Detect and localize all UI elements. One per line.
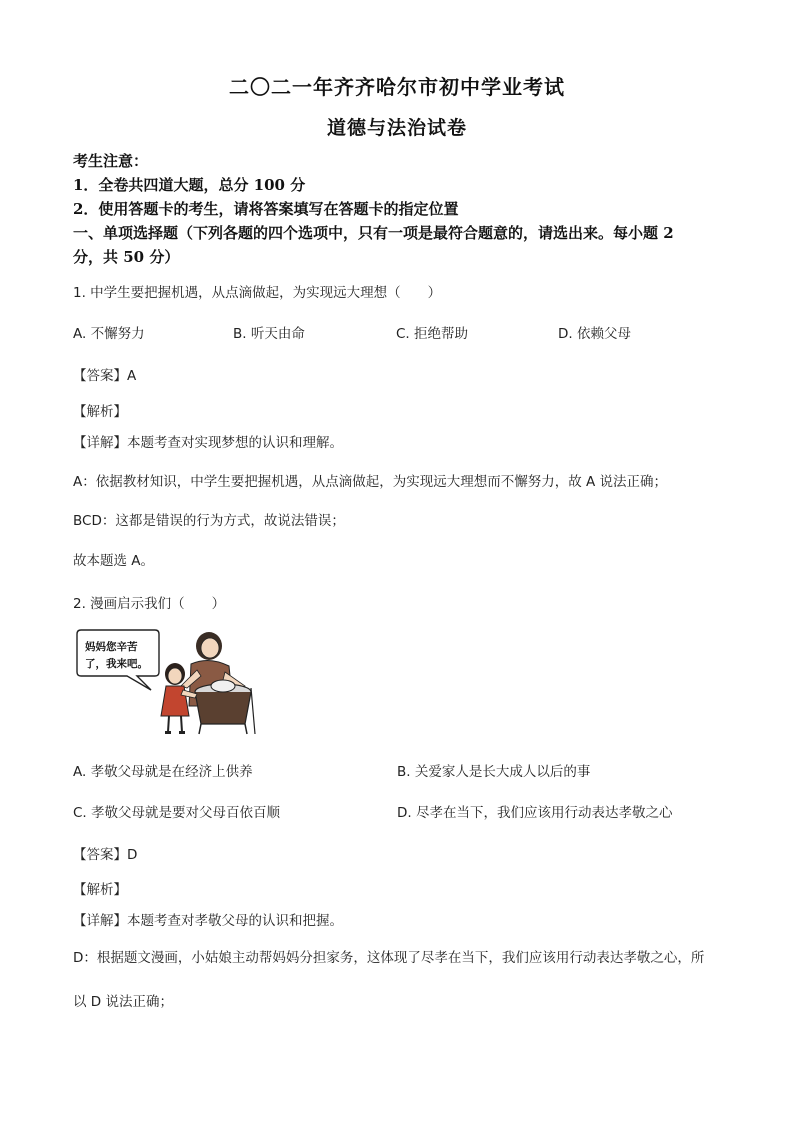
q1-detail: 【详解】本题考查对实现梦想的认识和理解。 — [73, 435, 343, 451]
q1-explain-a: A：依据教材知识，中学生要把握机遇，从点滴做起，为实现远大理想而不懈努力，故 A 说法正确； — [73, 474, 668, 490]
q1-answer: 【答案】A — [73, 368, 137, 384]
q1-option-c: C. 拒绝帮助 — [396, 326, 469, 342]
q2-explain-d-line-1: D：根据题文漫画，小姑娘主动帮妈妈分担家务，这体现了尽孝在当下，我们应该用行动表达孝敬之心，所 — [73, 950, 705, 966]
q1-explain-bcd: BCD：这都是错误的行为方式，故说法错误； — [73, 513, 345, 529]
notice-item-2: 2．使用答题卡的考生，请将答案填写在答题卡的指定位置 — [73, 200, 459, 218]
notice-heading: 考生注意： — [73, 152, 149, 170]
q2-answer: 【答案】D — [73, 847, 138, 863]
q1-conclusion: 故本题选 A。 — [73, 553, 155, 569]
q2-option-a: A. 孝敬父母就是在经济上供养 — [73, 764, 253, 780]
speech-bubble-text-1: 妈妈您辛苦 — [85, 641, 138, 653]
washing-basin — [195, 680, 255, 734]
comic-illustration — [73, 628, 263, 738]
exam-subtitle: 道德与法治试卷 — [326, 117, 467, 139]
q2-detail: 【详解】本题考查对孝敬父母的认识和把握。 — [73, 913, 343, 929]
q2-stem: 2. 漫画启示我们（ ） — [73, 596, 226, 612]
q2-option-b: B. 关爱家人是长大成人以后的事 — [397, 764, 591, 780]
speech-bubble-text-2: 了，我来吧。 — [85, 658, 148, 670]
exam-title: 二〇二一年齐齐哈尔市初中学业考试 — [229, 75, 565, 99]
section-1-heading-line-2: 分，共 50 分） — [73, 248, 180, 266]
q2-option-c: C. 孝敬父母就是要对父母百依百顺 — [73, 805, 281, 821]
q1-analysis-label: 【解析】 — [73, 404, 127, 420]
q1-option-d: D. 依赖父母 — [558, 326, 631, 342]
q1-option-b: B. 听天由命 — [233, 326, 305, 342]
notice-item-1: 1．全卷共四道大题，总分 100 分 — [73, 176, 306, 194]
q1-stem: 1. 中学生要把握机遇，从点滴做起，为实现远大理想（ ） — [73, 285, 442, 301]
section-1-heading-line-1: 一、单项选择题（下列各题的四个选项中，只有一项是最符合题意的，请选出来。每小题 2 — [73, 224, 674, 242]
q2-option-d: D. 尽孝在当下，我们应该用行动表达孝敬之心 — [397, 805, 673, 821]
q2-explain-d-line-2: 以 D 说法正确； — [73, 994, 173, 1010]
q2-analysis-label: 【解析】 — [73, 882, 127, 898]
q1-option-a: A. 不懈努力 — [73, 326, 145, 342]
